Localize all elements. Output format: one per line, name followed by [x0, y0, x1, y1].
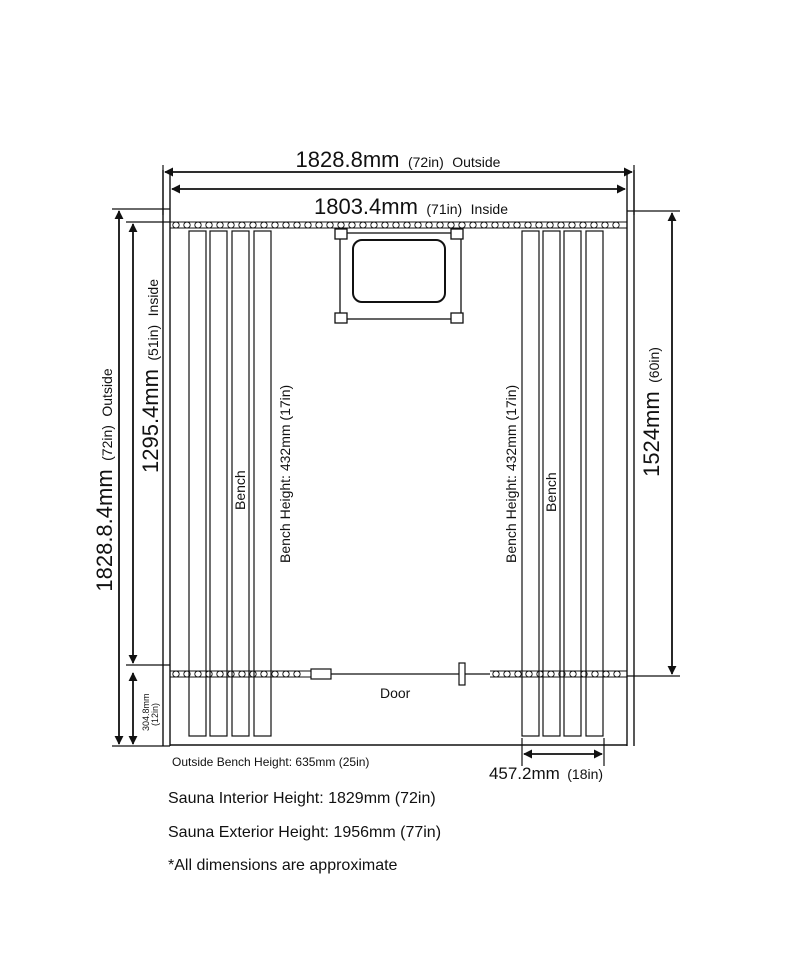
rail-bead — [514, 222, 520, 228]
rail-bead — [272, 222, 278, 228]
right-bench-label: Bench — [543, 472, 559, 512]
heater-frame — [340, 233, 461, 319]
heater-stones-box — [353, 240, 445, 302]
rail-bead — [415, 222, 421, 228]
rail-bead — [250, 671, 256, 677]
rail-bead — [184, 222, 190, 228]
rail-bead — [481, 222, 487, 228]
rail-bead — [393, 222, 399, 228]
rail-bead — [316, 222, 322, 228]
left-bench — [189, 231, 271, 736]
rail-bead — [426, 222, 432, 228]
rail-bead — [492, 222, 498, 228]
rail-bead — [569, 222, 575, 228]
right-bench-height-label: Bench Height: 432mm (17in) — [503, 384, 519, 563]
rail-bead — [592, 671, 598, 677]
outside-width-label: 1828.8mm (72in) Outside — [295, 147, 501, 172]
rail-bead — [448, 222, 454, 228]
rail-bead — [526, 671, 532, 677]
rail-bead — [206, 671, 212, 677]
exterior-height-note: Sauna Exterior Height: 1956mm (77in) — [168, 824, 442, 841]
rail-bead — [536, 222, 542, 228]
rail-bead — [294, 671, 300, 677]
rail-bead — [239, 222, 245, 228]
rail-bead — [272, 671, 278, 677]
rail-bead — [283, 222, 289, 228]
rail-bead — [503, 222, 509, 228]
rail-bead — [371, 222, 377, 228]
rail-bead — [602, 222, 608, 228]
rail-bead — [547, 222, 553, 228]
interior-height-note: Sauna Interior Height: 1829mm (72in) — [168, 790, 436, 807]
rail-bead — [261, 671, 267, 677]
rail-bead — [504, 671, 510, 677]
rail-bead — [349, 222, 355, 228]
left-bench-height-label: Bench Height: 432mm (17in) — [277, 384, 293, 563]
rail-bead — [195, 222, 201, 228]
rail-bead — [614, 671, 620, 677]
outside-depth-label: 1828.8.4mm (72in) Outside — [92, 368, 117, 592]
rail-bead — [437, 222, 443, 228]
rail-bead — [228, 671, 234, 677]
rail-bead — [360, 222, 366, 228]
rail-bead — [525, 222, 531, 228]
rail-bead — [591, 222, 597, 228]
rail-bead — [558, 222, 564, 228]
rail-bead — [580, 222, 586, 228]
door-label: Door — [380, 685, 411, 701]
rail-bead — [570, 671, 576, 677]
inside-depth-label: 1295.4mm (51in) Inside — [138, 278, 163, 474]
rail-bead — [305, 222, 311, 228]
rail-bead — [603, 671, 609, 677]
front-bench-depth-value: 304.8mm — [141, 693, 151, 731]
dimension-arrows — [119, 172, 672, 754]
rail-bead — [382, 222, 388, 228]
inside-width-label: 1803.4mm (71in) Inside — [313, 194, 509, 219]
outside-bench-height-label: Outside Bench Height: 635mm (25in) — [172, 755, 370, 769]
rail-bead — [206, 222, 212, 228]
rail-bead — [228, 222, 234, 228]
rail-bead — [217, 671, 223, 677]
disclaimer-note: *All dimensions are approximate — [168, 857, 398, 874]
bench-length-label: 1524mm (60in) — [639, 347, 664, 477]
rail-bead — [470, 222, 476, 228]
rail-bead — [537, 671, 543, 677]
rail-bead — [548, 671, 554, 677]
rail-bead — [195, 671, 201, 677]
bench-depth-label: 457.2mm (18in) — [488, 764, 604, 783]
rail-bead — [173, 222, 179, 228]
rail-bead — [239, 671, 245, 677]
rail-bead — [338, 222, 344, 228]
rail-bead — [217, 222, 223, 228]
door — [311, 663, 490, 685]
rail-bead — [261, 222, 267, 228]
left-bench-label: Bench — [232, 470, 248, 510]
rail-bead — [459, 222, 465, 228]
rail-bead — [515, 671, 521, 677]
rail-bead — [493, 671, 499, 677]
rail-bead — [294, 222, 300, 228]
back-wall-rail — [170, 222, 627, 228]
front-bench-depth-imperial: (12in) — [150, 702, 160, 726]
rail-bead — [327, 222, 333, 228]
right-bench — [522, 231, 603, 736]
rail-bead — [613, 222, 619, 228]
door-handle — [459, 663, 465, 685]
rail-bead — [283, 671, 289, 677]
door-hinge — [311, 669, 331, 679]
rail-bead — [250, 222, 256, 228]
rail-bead — [404, 222, 410, 228]
heater — [335, 229, 463, 323]
walls — [163, 170, 634, 746]
rail-bead — [173, 671, 179, 677]
